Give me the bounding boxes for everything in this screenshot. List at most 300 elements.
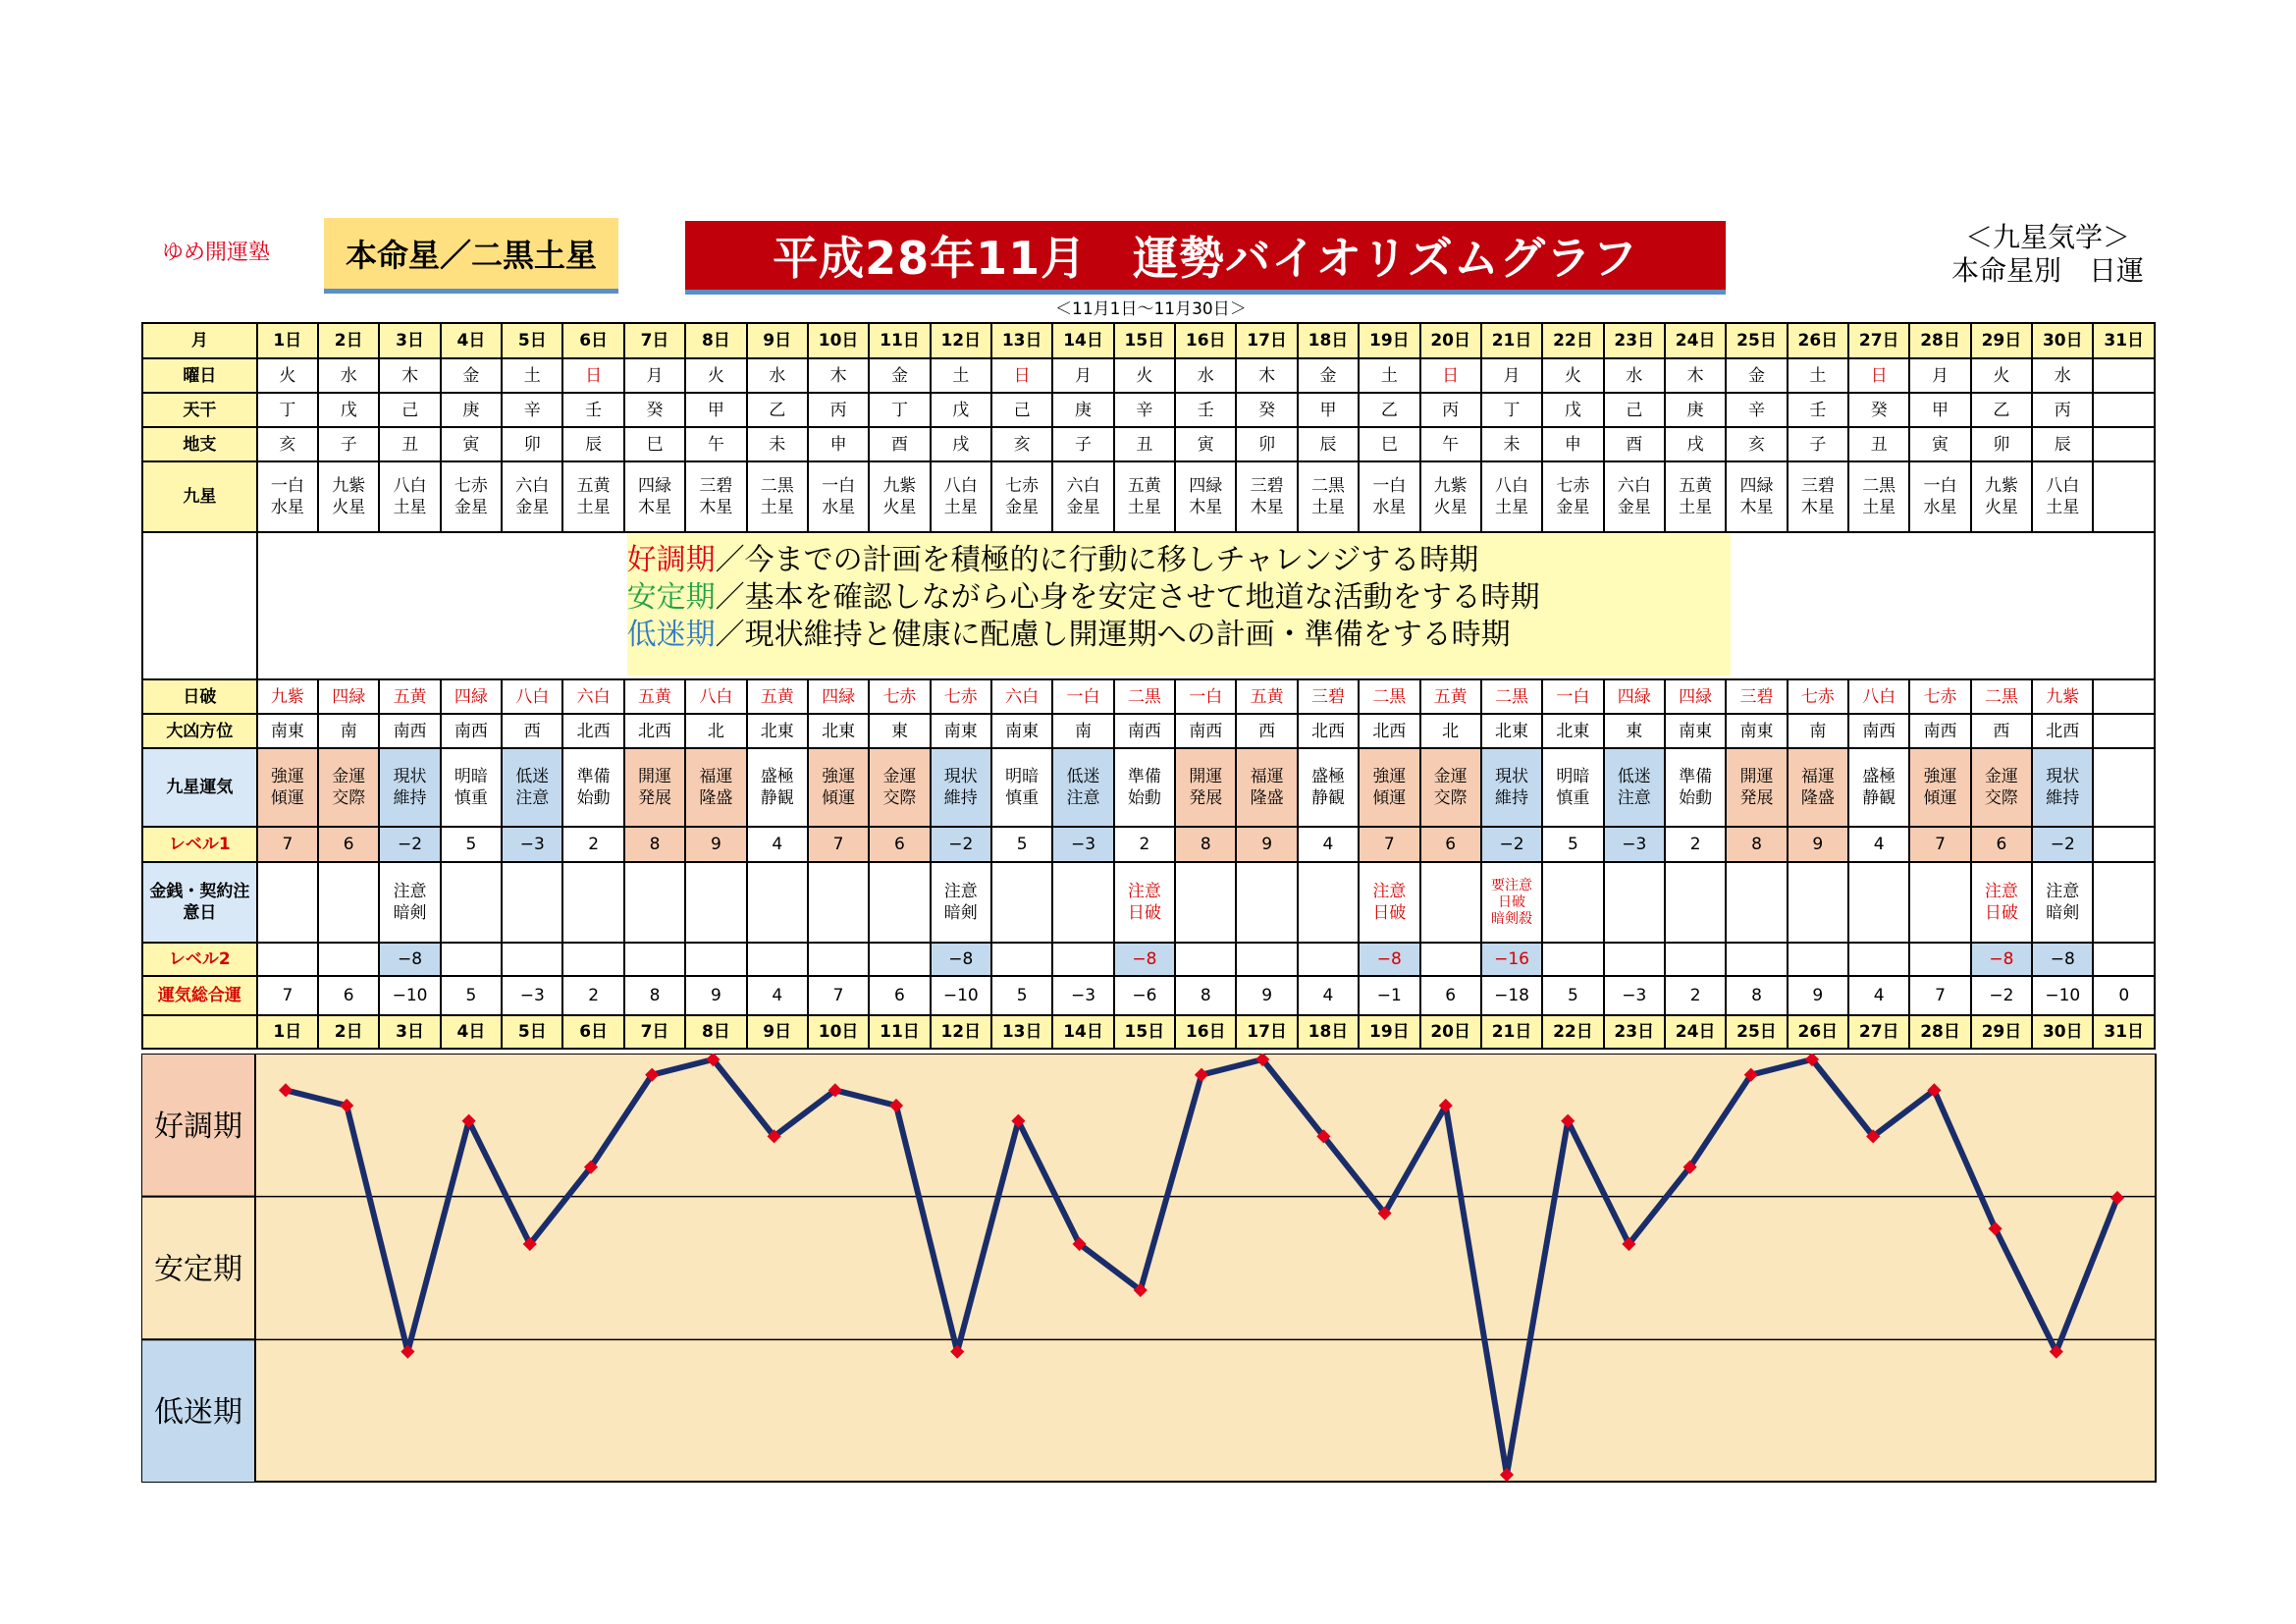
cell-kinsen xyxy=(1359,862,1419,943)
cell-weekday: 月 xyxy=(1052,358,1113,393)
cell-level1: 8 xyxy=(1726,827,1787,862)
cell-line: 盛極 xyxy=(1310,767,1345,786)
cell-line: 傾運 xyxy=(270,788,304,808)
cell-level1: −3 xyxy=(1604,827,1665,862)
cell-weekday: 月 xyxy=(1909,358,1970,393)
cell-total: 7 xyxy=(257,976,318,1015)
cell-level2 xyxy=(1665,943,1726,976)
cell-daikyo: 北東 xyxy=(1481,714,1542,748)
cell-total: −3 xyxy=(1052,976,1113,1015)
cell-line: 八白 xyxy=(1495,476,1529,496)
cell-line: 金運 xyxy=(332,767,366,786)
cell-tenkan: 丁 xyxy=(1481,393,1542,427)
cell-kinsen xyxy=(379,862,440,943)
cell-line: 低迷 xyxy=(1617,767,1651,786)
cell-unki xyxy=(257,748,318,827)
cell-weekday: 木 xyxy=(379,358,440,393)
cell-total: −3 xyxy=(502,976,562,1015)
cell-month: 27日 xyxy=(1848,1015,1909,1049)
cell-unki xyxy=(1481,748,1542,827)
cell-line: 金星 xyxy=(1066,498,1100,517)
cell-daikyo: 南 xyxy=(318,714,379,748)
cell-kyusei xyxy=(1909,461,1970,532)
cell-daikyo: 北 xyxy=(1420,714,1481,748)
cell-weekday: 金 xyxy=(869,358,930,393)
cell-line: 火星 xyxy=(332,498,366,517)
cell-line: 注意 xyxy=(2046,882,2080,901)
cell-chishi: 寅 xyxy=(1909,427,1970,461)
legend-stable-text: ／基本を確認しながら心身を安定させて地道な活動をする時期 xyxy=(715,580,1540,615)
cell-level2 xyxy=(747,943,808,976)
cell-line: 明暗 xyxy=(1556,767,1590,786)
cell-daikyo: 南東 xyxy=(931,714,991,748)
cell-line: 要注意 xyxy=(1491,877,1533,893)
cell-line: 慎重 xyxy=(1556,788,1590,808)
cell-daikyo: 北西 xyxy=(624,714,685,748)
cell-month: 17日 xyxy=(1236,323,1297,358)
cell-weekday: 金 xyxy=(441,358,502,393)
cell-kinsen xyxy=(1726,862,1787,943)
cell-unki xyxy=(1971,748,2032,827)
cell-nippa: 六白 xyxy=(991,679,1052,714)
cell-unki xyxy=(1420,748,1481,827)
cell-line: 発展 xyxy=(1189,788,1223,808)
cell-nippa: 四緑 xyxy=(1604,679,1665,714)
cell-tenkan: 庚 xyxy=(441,393,502,427)
cell-line: 静観 xyxy=(1862,788,1896,808)
cell-tenkan: 癸 xyxy=(1236,393,1297,427)
cell-month: 4日 xyxy=(441,1015,502,1049)
cell-daikyo: 南西 xyxy=(1848,714,1909,748)
cell-month: 27日 xyxy=(1848,323,1909,358)
cell-month: 31日 xyxy=(2093,1015,2155,1049)
cell-unki xyxy=(747,748,808,827)
cell-line: 現状 xyxy=(943,767,978,786)
cell-line: 交際 xyxy=(332,788,366,808)
cell-level2: −8 xyxy=(1114,943,1175,976)
cell-month: 3日 xyxy=(379,1015,440,1049)
cell-nippa: 五黄 xyxy=(1420,679,1481,714)
cell-daikyo: 南西 xyxy=(1909,714,1970,748)
cell-weekday: 水 xyxy=(1604,358,1665,393)
cell-line: 五黄 xyxy=(1127,476,1161,496)
legend-stable xyxy=(627,579,1731,617)
cell-daikyo: 北東 xyxy=(747,714,808,748)
cell-nippa: 二黒 xyxy=(1481,679,1542,714)
cell-unki xyxy=(808,748,869,827)
cell-total: −18 xyxy=(1481,976,1542,1015)
cell-month: 14日 xyxy=(1052,323,1113,358)
cell-month: 17日 xyxy=(1236,1015,1297,1049)
cell-weekday: 月 xyxy=(1481,358,1542,393)
cell-month: 30日 xyxy=(2032,323,2093,358)
cell-line: 福運 xyxy=(1250,767,1284,786)
cell-line: 隆盛 xyxy=(699,788,733,808)
cell-daikyo: 南東 xyxy=(991,714,1052,748)
cell-level2 xyxy=(991,943,1052,976)
cell-daikyo: 南東 xyxy=(1665,714,1726,748)
cell-weekday: 水 xyxy=(1175,358,1236,393)
cell-total: 9 xyxy=(1788,976,1848,1015)
cell-level1: 5 xyxy=(441,827,502,862)
cell-nippa: 五黄 xyxy=(624,679,685,714)
cell-month: 3日 xyxy=(379,323,440,358)
cell-kinsen xyxy=(1298,862,1359,943)
cell-level2 xyxy=(1604,943,1665,976)
cell-level2: −8 xyxy=(2032,943,2093,976)
cell-kyusei xyxy=(1236,461,1297,532)
cell-kinsen xyxy=(1052,862,1113,943)
cell-line: 二黒 xyxy=(760,476,794,496)
cell-line: 強運 xyxy=(270,767,304,786)
cell-month: 24日 xyxy=(1665,1015,1726,1049)
cell-level2 xyxy=(441,943,502,976)
cell-total: 9 xyxy=(1236,976,1297,1015)
cell-line: 八白 xyxy=(2046,476,2080,496)
cell-unki xyxy=(1604,748,1665,827)
cell-total: 4 xyxy=(747,976,808,1015)
cell-kyusei xyxy=(1298,461,1359,532)
cell-line: 日破 xyxy=(1372,903,1407,923)
cell-nippa: 四緑 xyxy=(808,679,869,714)
cell-line: 木星 xyxy=(1189,498,1223,517)
cell-line: 土星 xyxy=(393,498,427,517)
cell-kinsen xyxy=(441,862,502,943)
cell-chishi: 午 xyxy=(1420,427,1481,461)
cell-daikyo: 東 xyxy=(869,714,930,748)
cell-month: 10日 xyxy=(808,1015,869,1049)
cell-line: 強運 xyxy=(1923,767,1957,786)
cell-line: 金星 xyxy=(515,498,550,517)
honmeisei-label: 本命星／二黒土星 xyxy=(324,218,618,294)
cell-chishi: 辰 xyxy=(2032,427,2093,461)
fortune-table xyxy=(141,322,2156,1050)
cell-chishi: 子 xyxy=(1052,427,1113,461)
band-label: 安定期 xyxy=(154,1252,242,1287)
cell-line: 九紫 xyxy=(882,476,917,496)
cell-level2 xyxy=(1175,943,1236,976)
legend-stable-term: 安定期 xyxy=(626,580,716,615)
cell-kinsen xyxy=(1604,862,1665,943)
cell-line: 土星 xyxy=(1310,498,1345,517)
cell-daikyo: 西 xyxy=(1236,714,1297,748)
cell-line: 金運 xyxy=(1984,767,2018,786)
cell-month: 28日 xyxy=(1909,1015,1970,1049)
cell-line: 静観 xyxy=(1310,788,1345,808)
cell-chishi: 辰 xyxy=(1298,427,1359,461)
cell-level1 xyxy=(2093,827,2155,862)
cell-line: 六白 xyxy=(515,476,550,496)
cell-chishi: 卯 xyxy=(1236,427,1297,461)
cell-tenkan: 丙 xyxy=(1420,393,1481,427)
cell-level2 xyxy=(257,943,318,976)
cell-kinsen xyxy=(991,862,1052,943)
cell-line: 現状 xyxy=(393,767,427,786)
cell-line: 傾運 xyxy=(822,788,856,808)
cell-total: 5 xyxy=(441,976,502,1015)
cell-daikyo: 北西 xyxy=(1298,714,1359,748)
cell-month: 12日 xyxy=(931,1015,991,1049)
cell-level2 xyxy=(869,943,930,976)
cell-kyusei xyxy=(1788,461,1848,532)
cell-line: 福運 xyxy=(699,767,733,786)
cell-chishi: 卯 xyxy=(502,427,562,461)
legend-low-term: 低迷期 xyxy=(626,618,716,652)
cell-line: 暗剣 xyxy=(393,903,427,923)
cell-nippa: 八白 xyxy=(502,679,562,714)
cell-level1: −3 xyxy=(502,827,562,862)
cell-tenkan: 己 xyxy=(991,393,1052,427)
cell-line: 暗剣殺 xyxy=(1491,910,1533,927)
cell-weekday: 火 xyxy=(1542,358,1603,393)
legend-box xyxy=(627,534,1731,676)
row-label-level2: レベル2 xyxy=(142,943,257,976)
cell-unki xyxy=(1665,748,1726,827)
cell-level2 xyxy=(1788,943,1848,976)
cell-chishi: 丑 xyxy=(1114,427,1175,461)
cell-kinsen xyxy=(2032,862,2093,943)
cell-level1: −2 xyxy=(379,827,440,862)
row-label-tenkan: 天干 xyxy=(142,393,257,427)
cell-line: 一白 xyxy=(1372,476,1407,496)
cell-weekday: 火 xyxy=(257,358,318,393)
cell-tenkan: 壬 xyxy=(1788,393,1848,427)
row-nippa xyxy=(142,679,2155,714)
cell-tenkan: 丙 xyxy=(808,393,869,427)
cell-unki xyxy=(1542,748,1603,827)
row-chishi xyxy=(142,427,2155,461)
cell-line: 開運 xyxy=(1739,767,1774,786)
legend-good-text: ／今までの計画を積極的に行動に移しチャレンジする時期 xyxy=(715,543,1479,577)
cell-nippa: 六白 xyxy=(562,679,623,714)
brand-name: ゆめ開運塾 xyxy=(162,241,271,265)
cell-line: 金運 xyxy=(882,767,917,786)
cell-line: 火星 xyxy=(882,498,917,517)
cell-unki xyxy=(1114,748,1175,827)
cell-tenkan: 庚 xyxy=(1665,393,1726,427)
row-label-weekday: 曜日 xyxy=(142,358,257,393)
cell-weekday: 土 xyxy=(1359,358,1419,393)
cell-level1: 8 xyxy=(624,827,685,862)
cell-line: 金星 xyxy=(1617,498,1651,517)
row-label-level1: レベル1 xyxy=(142,827,257,862)
cell-level1: 8 xyxy=(1175,827,1236,862)
cell-month: 18日 xyxy=(1298,323,1359,358)
band-label: 好調期 xyxy=(154,1109,242,1144)
cell-nippa: 一白 xyxy=(1175,679,1236,714)
cell-chishi: 酉 xyxy=(869,427,930,461)
row-kyusei xyxy=(142,461,2155,532)
cell-tenkan: 辛 xyxy=(502,393,562,427)
cell-line: 注意 xyxy=(1617,788,1651,808)
cell-daikyo xyxy=(2093,714,2155,748)
cell-chishi: 子 xyxy=(318,427,379,461)
row-daikyo xyxy=(142,714,2155,748)
cell-kyusei xyxy=(1114,461,1175,532)
cell-line: 火星 xyxy=(1433,498,1468,517)
cell-total: 7 xyxy=(1909,976,1970,1015)
cell-total: 6 xyxy=(869,976,930,1015)
cell-unki xyxy=(1726,748,1787,827)
cell-line: 九紫 xyxy=(1433,476,1468,496)
cell-line: 土星 xyxy=(1862,498,1896,517)
row-label-month: 月 xyxy=(142,323,257,358)
cell-kinsen xyxy=(1971,862,2032,943)
cell-weekday: 土 xyxy=(502,358,562,393)
cell-nippa: 五黄 xyxy=(747,679,808,714)
cell-line: 始動 xyxy=(1679,788,1713,808)
biorhythm-chart xyxy=(141,1054,2157,1483)
row-level1 xyxy=(142,827,2155,862)
cell-level2 xyxy=(502,943,562,976)
cell-month: 18日 xyxy=(1298,1015,1359,1049)
cell-month: 4日 xyxy=(441,323,502,358)
cell-kyusei xyxy=(1971,461,2032,532)
cell-weekday: 土 xyxy=(931,358,991,393)
cell-month: 13日 xyxy=(991,323,1052,358)
cell-tenkan: 庚 xyxy=(1052,393,1113,427)
cell-line: 土星 xyxy=(1127,498,1161,517)
cell-line: 三碧 xyxy=(1250,476,1284,496)
cell-line: 慎重 xyxy=(454,788,488,808)
cell-weekday: 土 xyxy=(1788,358,1848,393)
cell-weekday: 水 xyxy=(2032,358,2093,393)
cell-kinsen xyxy=(624,862,685,943)
cell-chishi: 酉 xyxy=(1604,427,1665,461)
cell-tenkan: 乙 xyxy=(747,393,808,427)
cell-month: 8日 xyxy=(685,323,746,358)
cell-kinsen xyxy=(1420,862,1481,943)
cell-chishi: 辰 xyxy=(562,427,623,461)
cell-tenkan: 丁 xyxy=(257,393,318,427)
row-label-daikyo: 大凶方位 xyxy=(142,714,257,748)
cell-unki xyxy=(379,748,440,827)
cell-line: 三碧 xyxy=(699,476,733,496)
cell-tenkan: 戊 xyxy=(1542,393,1603,427)
cell-month: 8日 xyxy=(685,1015,746,1049)
cell-daikyo: 北 xyxy=(685,714,746,748)
row-month xyxy=(142,323,2155,358)
cell-tenkan: 丁 xyxy=(869,393,930,427)
cell-kinsen xyxy=(1665,862,1726,943)
cell-nippa: 一白 xyxy=(1052,679,1113,714)
cell-month: 11日 xyxy=(869,323,930,358)
row-total xyxy=(142,976,2155,1015)
cell-unki xyxy=(1848,748,1909,827)
cell-month: 23日 xyxy=(1604,323,1665,358)
cell-nippa: 一白 xyxy=(1542,679,1603,714)
cell-level1: 9 xyxy=(1236,827,1297,862)
cell-kyusei xyxy=(1481,461,1542,532)
cell-unki xyxy=(562,748,623,827)
cell-kyusei xyxy=(257,461,318,532)
cell-total: 8 xyxy=(1726,976,1787,1015)
cell-unki xyxy=(502,748,562,827)
cell-line: 木星 xyxy=(1800,498,1835,517)
cell-line: 交際 xyxy=(882,788,917,808)
cell-weekday: 水 xyxy=(318,358,379,393)
cell-nippa: 八白 xyxy=(685,679,746,714)
cell-weekday: 木 xyxy=(1665,358,1726,393)
cell-unki xyxy=(1298,748,1359,827)
cell-month: 6日 xyxy=(562,1015,623,1049)
cell-total: 2 xyxy=(562,976,623,1015)
cell-line: 準備 xyxy=(1679,767,1713,786)
row-legend xyxy=(142,532,2155,679)
cell-kyusei xyxy=(1665,461,1726,532)
row-kinsen xyxy=(142,862,2155,943)
cell-month: 26日 xyxy=(1788,1015,1848,1049)
cell-weekday: 火 xyxy=(1114,358,1175,393)
cell-weekday: 日 xyxy=(1848,358,1909,393)
cell-total: 8 xyxy=(1175,976,1236,1015)
cell-line: 暗剣 xyxy=(943,903,978,923)
cell-kyusei xyxy=(379,461,440,532)
cell-level1: 6 xyxy=(318,827,379,862)
cell-line: 強運 xyxy=(1372,767,1407,786)
cell-month: 14日 xyxy=(1052,1015,1113,1049)
cell-weekday: 水 xyxy=(747,358,808,393)
cell-nippa: 九紫 xyxy=(257,679,318,714)
cell-line: 維持 xyxy=(2046,788,2080,808)
cell-kinsen xyxy=(1788,862,1848,943)
cell-line: 開運 xyxy=(1189,767,1223,786)
legend-blank xyxy=(142,532,257,679)
cell-chishi: 子 xyxy=(1788,427,1848,461)
row-label-total: 運気総合運 xyxy=(142,976,257,1015)
cell-line: 土星 xyxy=(760,498,794,517)
cell-level2: −8 xyxy=(931,943,991,976)
cell-nippa: 二黒 xyxy=(1114,679,1175,714)
cell-kinsen xyxy=(1481,862,1542,943)
cell-month: 22日 xyxy=(1542,1015,1603,1049)
cell-line: 土星 xyxy=(2046,498,2080,517)
cell-kyusei xyxy=(441,461,502,532)
cell-total: 6 xyxy=(318,976,379,1015)
cell-month: 30日 xyxy=(2032,1015,2093,1049)
cell-month: 25日 xyxy=(1726,323,1787,358)
legend-good xyxy=(627,542,1731,579)
cell-chishi: 戌 xyxy=(1665,427,1726,461)
cell-line: 日破 xyxy=(1127,903,1161,923)
cell-month: 16日 xyxy=(1175,1015,1236,1049)
cell-line: 土星 xyxy=(943,498,978,517)
cell-line: 慎重 xyxy=(1005,788,1040,808)
cell-line: 水星 xyxy=(1372,498,1407,517)
cell-chishi: 申 xyxy=(1542,427,1603,461)
cell-daikyo: 北西 xyxy=(2032,714,2093,748)
cell-weekday xyxy=(2093,358,2155,393)
cell-nippa: 七赤 xyxy=(1909,679,1970,714)
row-label-blank xyxy=(142,1015,257,1049)
cell-total: −6 xyxy=(1114,976,1175,1015)
cell-line: 木星 xyxy=(638,498,671,517)
cell-line: 八白 xyxy=(943,476,978,496)
cell-month: 28日 xyxy=(1909,323,1970,358)
row-weekday xyxy=(142,358,2155,393)
cell-line: 始動 xyxy=(1127,788,1161,808)
cell-line: 開運 xyxy=(638,767,671,786)
cell-line: 金星 xyxy=(454,498,488,517)
cell-line: 暗剣 xyxy=(2046,903,2080,923)
cell-kinsen xyxy=(869,862,930,943)
cell-kyusei xyxy=(1420,461,1481,532)
cell-daikyo: 南西 xyxy=(441,714,502,748)
cell-line: 注意 xyxy=(1984,882,2018,901)
cell-level2 xyxy=(2093,943,2155,976)
cell-month: 1日 xyxy=(257,1015,318,1049)
cell-line: 土星 xyxy=(1495,498,1529,517)
